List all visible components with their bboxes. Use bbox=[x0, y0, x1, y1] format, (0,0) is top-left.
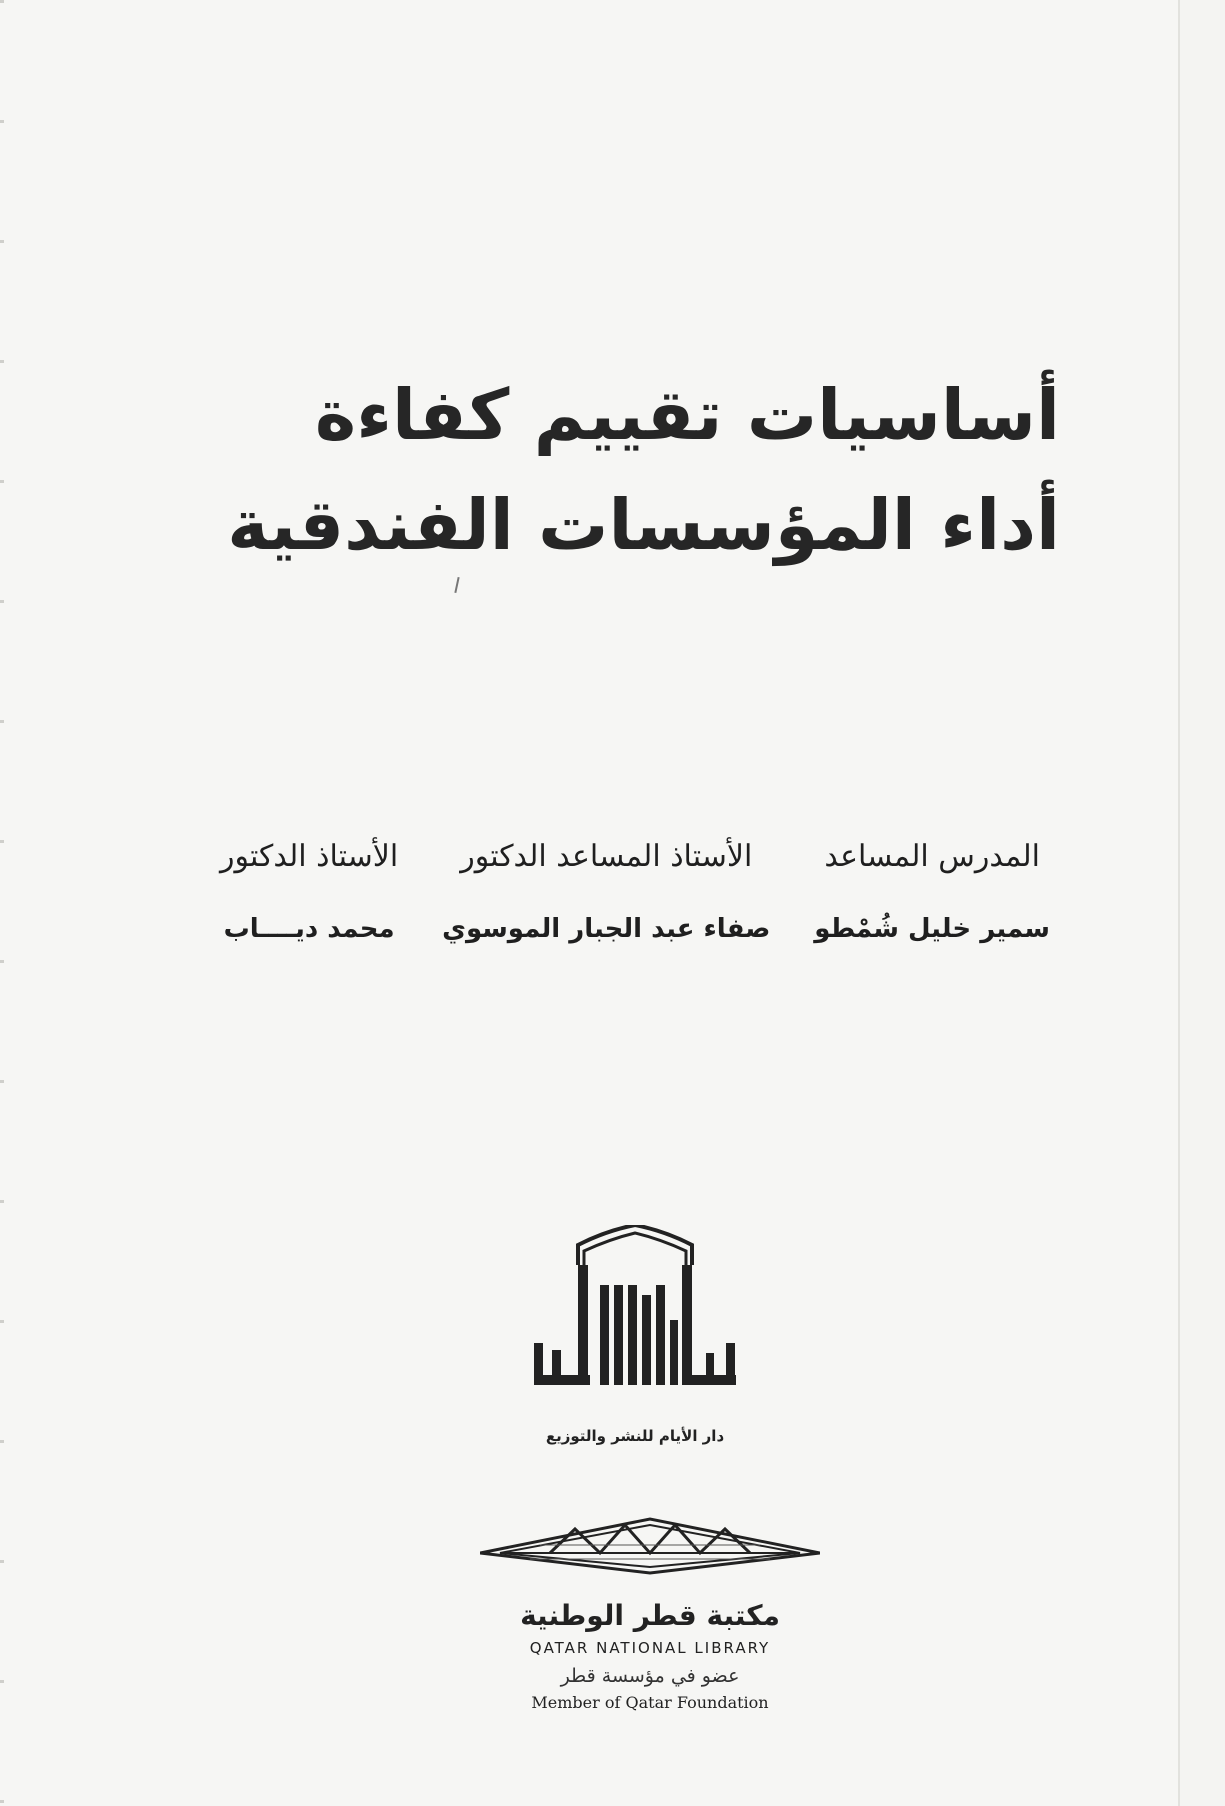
library-member-english: Member of Qatar Foundation bbox=[531, 1693, 769, 1712]
library-name-english: QATAR NATIONAL LIBRARY bbox=[529, 1639, 771, 1657]
page-edge bbox=[0, 0, 4, 1806]
qatar-library-emblem-icon bbox=[480, 1515, 820, 1575]
authors-list bbox=[220, 835, 1050, 951]
publisher-logo-icon bbox=[530, 1225, 740, 1425]
author-2 bbox=[442, 835, 770, 951]
author-3 bbox=[814, 835, 1050, 951]
author-name: سمير خليل شُمْطو bbox=[814, 914, 1050, 944]
author-1 bbox=[220, 835, 398, 951]
library-member-arabic: عضو في مؤسسة قطر bbox=[560, 1665, 740, 1687]
stray-mark bbox=[454, 577, 459, 593]
author-role: المدرس المساعد bbox=[824, 839, 1040, 874]
author-name: محمد ديــــاب bbox=[223, 914, 395, 944]
book-title-line-2: أداء المؤسسات الفندقية bbox=[227, 484, 1060, 566]
library-name-arabic: مكتبة قطر الوطنية bbox=[520, 1599, 780, 1632]
book-title-line-1: أساسيات تقييم كفاءة bbox=[314, 374, 1060, 456]
author-role: الأستاذ الدكتور bbox=[220, 839, 399, 874]
library-block bbox=[440, 1515, 860, 1712]
author-name: صفاء عبد الجبار الموسوي bbox=[442, 914, 771, 944]
author-role: الأستاذ المساعد الدكتور bbox=[460, 839, 753, 874]
publisher-caption: دار الأيام للنشر والتوزيع bbox=[545, 1427, 725, 1445]
publisher-block bbox=[520, 1225, 750, 1445]
